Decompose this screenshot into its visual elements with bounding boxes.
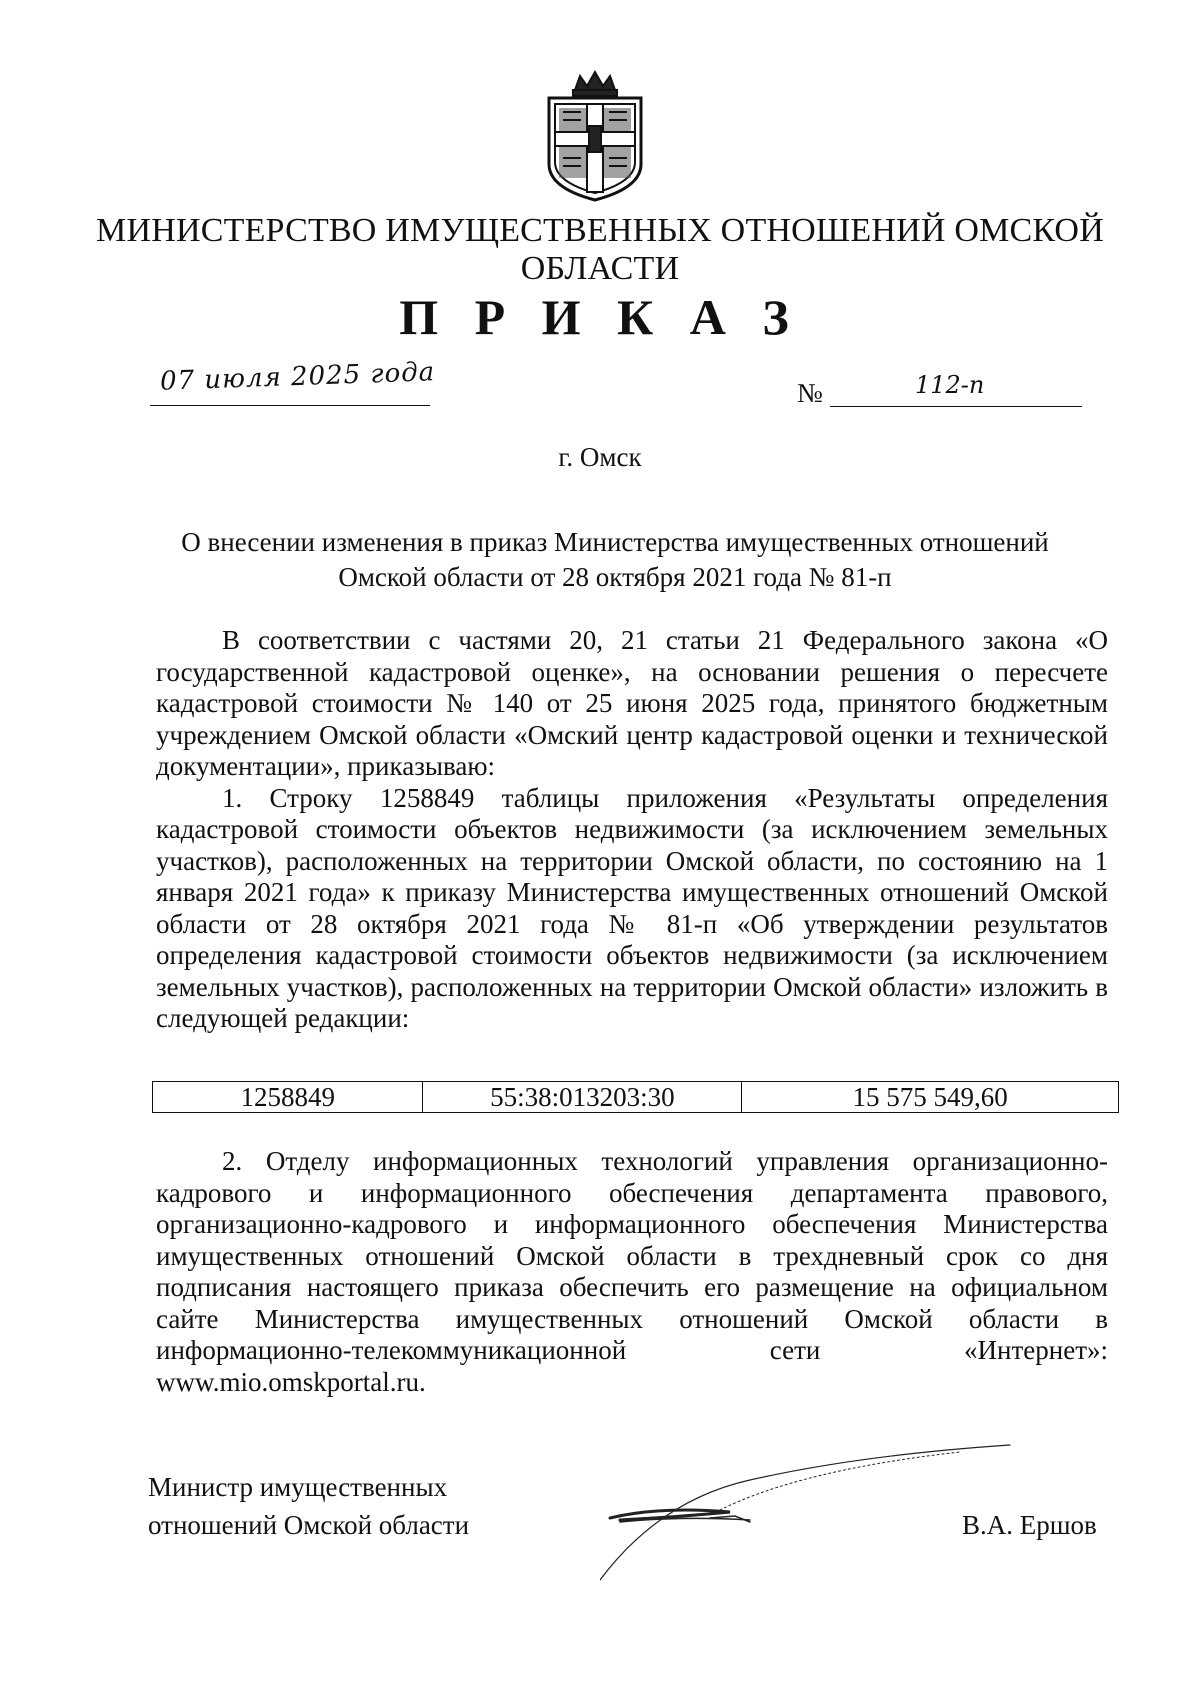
signer-name: В.А. Ершов (962, 1510, 1097, 1540)
cadastral-value-table-row (152, 1081, 1119, 1113)
handwritten-order-number: 112-п (915, 371, 985, 399)
document-type-title: П Р И К А З (399, 289, 801, 345)
subject-line-1: О внесении изменения в приказ Министерства имущественных отношений (181, 527, 1049, 557)
signer-position (148, 1468, 469, 1544)
order-body-part-2 (156, 1146, 1108, 1398)
clause-2-paragraph: 2. Отделу информационных технологий управления организационно-кадрового и информационного обеспечения департамента правового, организационно-кадрового и информационного обеспечения Министерства имущественных отношений Омской области в трехдневный срок со дня подписания настоящего приказа обеспечить его размещение на официальном сайте Министерства имущественных отношений Омской области в информационно-телекоммуникационной сети «Интернет»: www.mio.omskportal.ru. (156, 1146, 1108, 1397)
table-row (153, 1082, 1119, 1113)
coat-of-arms-icon (535, 68, 655, 203)
cadastral-value-cell: 15 575 549,60 (742, 1082, 1119, 1113)
handwritten-date: 07 июля 2025 года (159, 357, 436, 397)
signer-position-line-1: Министр имущественных (148, 1472, 448, 1502)
clause-1-paragraph: 1. Строку 1258849 таблицы приложения «Результаты определения кадастровой стоимости объектов недвижимости (за исключением земельных участков), расположенных на территории Омской области, по состоянию на 1 января 2021 года» к приказу Министерства имущественных отношений Омской области от 28 октября 2021 года № 81-п «Об утверждении результатов определения кадастровой стоимости объектов недвижимости (за исключением земельных участков), расположенных на территории Омской области» изложить в следующей редакции: (156, 782, 1108, 1033)
city-name: г. Омск (558, 442, 642, 472)
order-body-part-1 (156, 625, 1108, 1035)
subject-line-2: Омской области от 28 октября 2021 года № 81-п (338, 562, 892, 592)
cadastral-number-cell: 55:38:013203:30 (423, 1082, 742, 1113)
order-subject (150, 525, 1080, 595)
number-sign: № (797, 378, 823, 408)
signer-position-line-2: отношений Омской области (148, 1510, 470, 1540)
row-number-cell: 1258849 (153, 1082, 423, 1113)
ministry-name: МИНИСТЕРСТВО ИМУЩЕСТВЕННЫХ ОТНОШЕНИЙ ОМСКОЙ ОБЛАСТИ (96, 212, 1104, 287)
preamble-paragraph: В соответствии с частями 20, 21 статьи 21 Федерального закона «О государственной кадастровой оценке», на основании решения о пересчете кадастровой стоимости № 140 от 25 июня 2025 года, принятого бюджетным учреждением Омской области «Омский центр кадастровой оценки и технической документации», приказываю: (156, 625, 1108, 781)
